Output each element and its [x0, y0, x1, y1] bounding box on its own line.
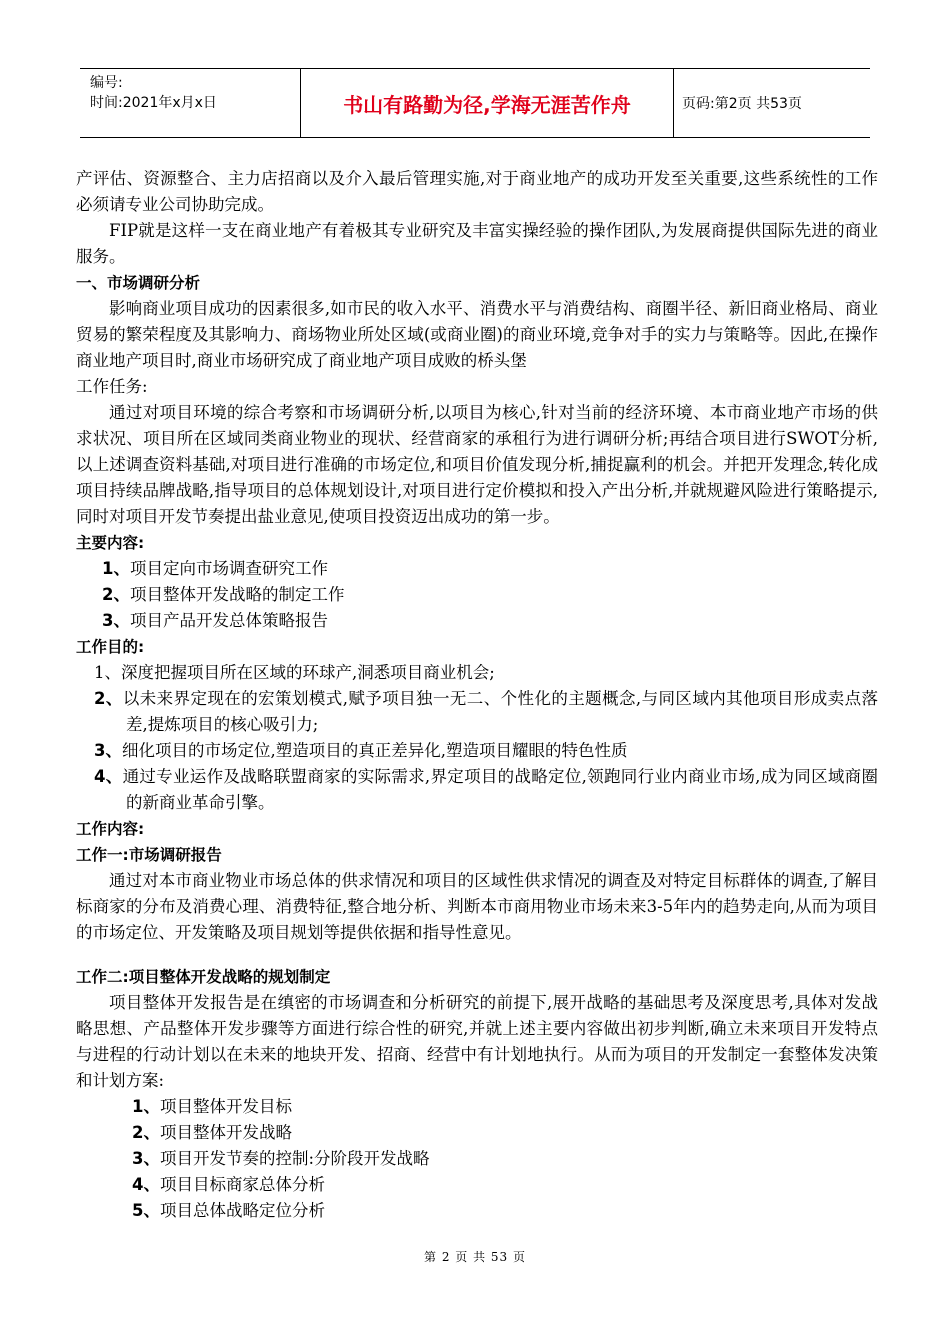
- work-content-label: 工作内容:: [76, 820, 145, 838]
- goal-label: 工作目的:: [76, 638, 145, 656]
- header-meta: [80, 69, 301, 137]
- list-item: 1、深度把握项目所在区域的环球产,洞悉项目商业机会;: [94, 663, 495, 682]
- header-motto: 书山有路勤为径,学海无涯苦作舟: [301, 69, 674, 137]
- work-two-title: 工作二:项目整体开发战略的规划制定: [76, 968, 331, 986]
- task-paragraph: 通过对项目环境的综合考察和市场调研分析,以项目为核心,针对当前的经济环境、本市商业地产市场的供求状况、项目所在区域同类商业物业的现状、经营商家的承租行为进行调研分析;再结合项目进行SWOT分析,以上述调查资料基础,对项目进行准确的市场定位,和项目价值发现分析,捕捉赢利的机会。并把开发理念,转化成项目持续品牌战略,指导项目的总体规划设计,对项目进行定价模拟和投入产出分析,并就规避风险进行策略提示,同时对项目开发节奏提出盐业意见,使项目投资迈出成功的第一步。: [76, 403, 878, 526]
- list-item: 3、细化项目的市场定位,塑造项目的真正差异化,塑造项目耀眼的特色性质: [94, 741, 628, 760]
- list-item: 3、项目开发节奏的控制:分阶段开发战略: [132, 1149, 430, 1168]
- section-paragraph: 影响商业项目成功的因素很多,如市民的收入水平、消费水平与消费结构、商圈半径、新旧商业格局、商业贸易的繁荣程度及其影响力、商场物业所处区域(或商业圈)的商业环境,竞争对手的实力与策略等。因此,在操作商业地产项目时,商业市场研究成了商业地产项目成败的桥头堡: [76, 299, 878, 370]
- intro-paragraph-1: 产评估、资源整合、主力店招商以及介入最后管理实施,对于商业地产的成功开发至关重要,这些系统性的工作必须请专业公司协助完成。: [76, 169, 878, 214]
- list-item: 3、项目产品开发总体策略报告: [102, 611, 328, 630]
- header-page-label: 页码:第2页 共53页: [682, 96, 802, 112]
- list-item: 4、通过专业运作及战略联盟商家的实际需求,界定项目的战略定位,领跑同行业内商业市场,成为同区域商圈的新商业革命引擎。: [94, 767, 878, 812]
- work-two-paragraph: 项目整体开发报告是在缜密的市场调查和分析研究的前提下,展开战略的基础思考及深度思考,具体对发战略思想、产品整体开发步骤等方面进行综合性的研究,并就上述主要内容做出初步判断,确立未来项目开发特点与进程的行动计划以在未来的地块开发、招商、经营中有计划地执行。从而为项目的开发制定一套整体发决策和计划方案:: [76, 993, 878, 1090]
- intro-paragraph-2: FIP就是这样一支在商业地产有着极其专业研究及丰富实操经验的操作团队,为发展商提供国际先进的商业服务。: [76, 221, 878, 266]
- list-item: 2、以未来界定现在的宏策划模式,赋予项目独一无二、个性化的主题概念,与同区域内其他项目形成卖点落差,提炼项目的核心吸引力;: [94, 689, 878, 734]
- list-item: 1、项目定向市场调查研究工作: [102, 559, 328, 578]
- list-item: 4、项目目标商家总体分析: [132, 1175, 325, 1194]
- work-one-paragraph: 通过对本市商业物业市场总体的供求情况和项目的区域性供求情况的调查及对特定目标群体的调查,了解目标商家的分布及消费心理、消费特征,整合地分析、判断本市商用物业市场未来3-5年内的趋势走向,从而为项目的市场定位、开发策略及项目规划等提供依据和指导性意见。: [76, 871, 878, 942]
- document-body: [76, 166, 878, 1224]
- list-item: 5、项目总体战略定位分析: [132, 1201, 325, 1220]
- main-content-label: 主要内容:: [76, 534, 145, 552]
- document-time-label: 时间:2021年x月x日: [90, 95, 217, 111]
- list-item: 2、项目整体开发战略: [132, 1123, 292, 1142]
- spacer: [76, 946, 878, 964]
- task-label: 工作任务:: [76, 377, 148, 396]
- work-one-title: 工作一:市场调研报告: [76, 846, 222, 864]
- document-number-label: 编号:: [90, 75, 123, 91]
- list-item: 2、项目整体开发战略的制定工作: [102, 585, 345, 604]
- section-title: 一、市场调研分析: [76, 274, 201, 292]
- page-header: [80, 68, 870, 138]
- list-item: 1、项目整体开发目标: [132, 1097, 292, 1116]
- page-footer: 第 2 页 共 53 页: [424, 1250, 526, 1264]
